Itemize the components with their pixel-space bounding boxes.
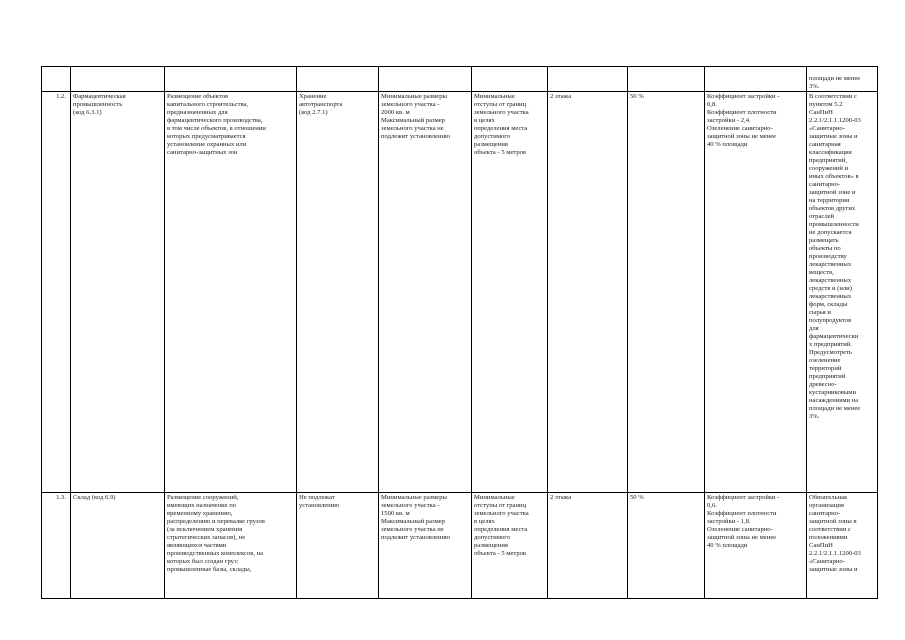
cell-empty (628, 67, 705, 92)
cell-coefficients (705, 92, 807, 493)
notes-text: площади не менее 3%. (809, 75, 861, 90)
cell-floors (548, 493, 628, 599)
floors-text: 2 этажа (550, 494, 572, 501)
cell-use-name (71, 92, 165, 493)
cell-empty (42, 67, 71, 92)
table-row (42, 493, 878, 599)
conditional-use-text: Хранение автотранспорта (код 2.7.1) (299, 93, 343, 116)
cell-empty (472, 67, 548, 92)
table-row (42, 92, 878, 493)
cell-empty (548, 67, 628, 92)
cell-empty (705, 67, 807, 92)
cell-description (165, 92, 297, 493)
conditional-use-text: Не подлежат установлению (299, 494, 340, 509)
land-use-regulations-table (41, 66, 878, 599)
cell-floors (548, 92, 628, 493)
cell-notes (807, 92, 878, 493)
setbacks-text: Минимальные отступы от границ земельного участка в целях определения места допустимого размещения объекта - 5 метров (474, 494, 529, 557)
plot-size-text: Минимальные размеры земельного участка - 1500 кв. м Максимальный размер земельного участка не подлежит установлению (381, 494, 450, 541)
coverage-text: 50 % (630, 494, 644, 501)
coverage-text: 50 % (630, 93, 644, 100)
use-name-text: Фармацевтическая промышленность (код 6.3.1) (73, 93, 126, 116)
cell-setbacks (472, 92, 548, 493)
cell-empty (165, 67, 297, 92)
cell-coverage (628, 493, 705, 599)
coefficients-text: Коэффициент застройки - 0,6. Коэффициент плотности застройки - 1,8. Озеленение санитарно- защитной зоны не менее 40 % площади (707, 494, 780, 549)
cell-empty (71, 67, 165, 92)
notes-text: В соответствии с пунктом 5.2 СанПиН 2.2.1/2.1.1.1200-03 «Санитарно- защитные зоны и санитарная классификация предприятий, сооружений и иных объектов» в санитарно- защитной зоне и на территории объектов других отраслей промышленности не допускается размещать объекты по производству лекарственных веществ, лекарственных средств и (или) лекарственных форм, склады сырья и полупродуктов для фармацевтически х предприятий. Предусмотреть озеленение территорий предприятий древесно- кустарниковыми насаждениями на площади не менее 3%. (809, 93, 861, 420)
cell-coverage (628, 92, 705, 493)
cell-empty (297, 67, 379, 92)
cell-description (165, 493, 297, 599)
description-text: Размещение сооружений, имеющих назначение по временному хранению, распределению и перевалке грузов (за исключением хранения стратегических запасов), не являющихся частями производственных комплексов, на которых был создан груз: промышленные базы, склады, (167, 494, 265, 573)
row-number: 1.2. (42, 92, 71, 493)
cell-notes (807, 67, 878, 92)
row-number: 1.3. (42, 493, 71, 599)
cell-conditional-use (297, 493, 379, 599)
cell-plot-size (379, 493, 472, 599)
cell-notes (807, 493, 878, 599)
plot-size-text: Минимальные размеры земельного участка - 2000 кв. м Максимальный размер земельного участка не подлежит установлению (381, 93, 450, 140)
cell-use-name (71, 493, 165, 599)
description-text: Размещение объектов капитального строительства, предназначенных для фармацевтического производства, в том числе объектов, в отношении которых предусматривается установление охранных или санитарно-защитных зон (167, 93, 266, 156)
cell-empty (379, 67, 472, 92)
floors-text: 2 этажа (550, 93, 572, 100)
cell-setbacks (472, 493, 548, 599)
cell-conditional-use (297, 92, 379, 493)
setbacks-text: Минимальные отступы от границ земельного участка в целях определения места допустимого размещения объекта - 5 метров (474, 93, 529, 156)
table-row-top-continuation (42, 67, 878, 92)
coefficients-text: Коэффициент застройки - 0,8. Коэффициент плотности застройки - 2,4. Озеленение санитарно- защитной зоны не менее 40 % площади (707, 93, 780, 148)
cell-coefficients (705, 493, 807, 599)
cell-plot-size (379, 92, 472, 493)
notes-text: Обязательная организация санитарно- защитной зоны в соответствии с положениями СанПиН 2.2.1/2.1.1.1200-03 «Санитарно- защитные зоны и (809, 494, 861, 573)
use-name-text: Склад (код 6.9) (73, 494, 116, 501)
